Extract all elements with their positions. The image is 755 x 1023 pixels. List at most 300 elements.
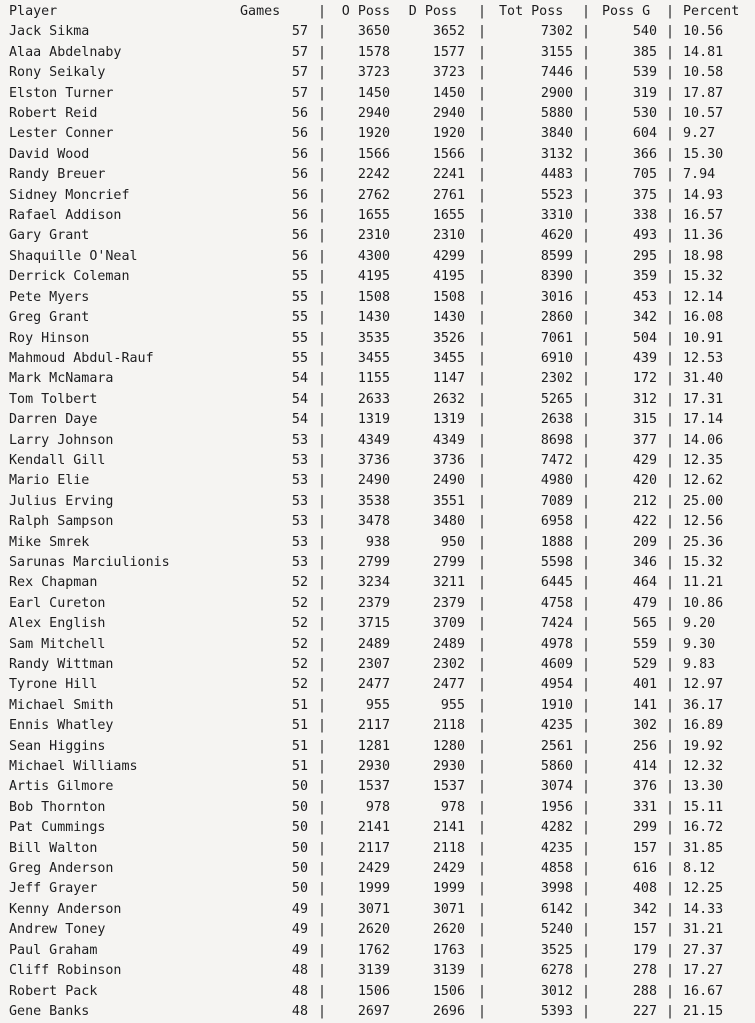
column-separator: |	[477, 391, 487, 407]
poss-g-cell: 342	[632, 901, 657, 917]
column-separator: |	[317, 779, 327, 795]
poss-g-cell: 604	[632, 126, 657, 142]
player-name-cell: Mario Elie	[9, 473, 90, 489]
poss-g-cell: 401	[632, 677, 657, 693]
games-cell: 56	[291, 146, 308, 162]
games-cell: 53	[291, 473, 308, 489]
column-separator: |	[317, 44, 327, 60]
column-separator: |	[317, 187, 327, 203]
column-separator: |	[581, 289, 591, 305]
tot-poss-cell: 6142	[540, 901, 573, 917]
column-separator: |	[581, 779, 591, 795]
column-separator: |	[317, 146, 327, 162]
o-poss-cell: 2117	[357, 718, 390, 734]
percent-cell: 21.15	[683, 1003, 724, 1019]
column-separator: |	[665, 452, 675, 468]
player-name-cell: Elston Turner	[9, 85, 114, 101]
d-poss-cell: 950	[440, 534, 465, 550]
column-separator: |	[665, 738, 675, 754]
column-separator: |	[581, 799, 591, 815]
percent-cell: 12.14	[683, 289, 724, 305]
tot-poss-cell: 8390	[540, 269, 573, 285]
percent-cell: 15.32	[683, 269, 724, 285]
poss-g-cell: 377	[632, 432, 657, 448]
column-separator: |	[477, 44, 487, 60]
percent-cell: 16.72	[683, 820, 724, 836]
tot-poss-cell: 4235	[540, 840, 573, 856]
column-separator: |	[665, 799, 675, 815]
games-cell: 49	[291, 922, 308, 938]
percent-cell: 13.30	[683, 779, 724, 795]
d-poss-cell: 2429	[432, 861, 465, 877]
table-row	[9, 777, 755, 797]
d-poss-cell: 3071	[432, 901, 465, 917]
column-separator: |	[665, 697, 675, 713]
column-separator: |	[581, 554, 591, 570]
column-separator: |	[665, 289, 675, 305]
table-row	[9, 594, 755, 614]
d-poss-cell: 2241	[432, 167, 465, 183]
percent-cell: 16.57	[683, 208, 724, 224]
player-name-cell: Robert Pack	[9, 983, 98, 999]
o-poss-cell: 1762	[357, 942, 390, 958]
player-name-cell: Darren Daye	[9, 412, 98, 428]
o-poss-cell: 3478	[357, 514, 390, 530]
column-separator: |	[665, 595, 675, 611]
percent-cell: 9.83	[683, 657, 716, 672]
tot-poss-cell: 3998	[540, 881, 573, 897]
tot-poss-cell: 2638	[540, 412, 573, 428]
poss-g-cell: 540	[632, 24, 657, 40]
column-separator: |	[477, 248, 487, 264]
column-separator: |	[477, 677, 487, 693]
poss-g-cell: 315	[632, 412, 657, 428]
column-separator: |	[581, 228, 591, 244]
d-poss-cell: 1147	[432, 371, 465, 387]
column-separator: |	[317, 85, 327, 101]
o-poss-cell: 938	[365, 534, 390, 550]
player-name-cell: Sean Higgins	[9, 738, 106, 754]
percent-cell: 27.37	[683, 942, 724, 958]
tot-poss-cell: 4609	[540, 657, 573, 672]
table-row	[9, 349, 755, 369]
tot-poss-cell: 2561	[540, 738, 573, 754]
d-poss-cell: 2761	[432, 187, 465, 203]
d-poss-cell: 3139	[432, 963, 465, 979]
games-cell: 53	[291, 534, 308, 550]
column-separator: |	[317, 575, 327, 591]
column-separator: |	[477, 1003, 487, 1019]
player-name-cell: Michael Smith	[9, 697, 114, 713]
column-separator: |	[581, 330, 591, 346]
percent-cell: 17.31	[683, 391, 724, 407]
table-row	[9, 247, 755, 267]
percent-cell: 18.98	[683, 248, 724, 264]
games-cell: 55	[291, 269, 308, 285]
d-poss-cell: 2632	[432, 391, 465, 407]
tot-poss-cell: 5240	[540, 922, 573, 938]
col-header-poss-g: Poss G	[602, 4, 651, 19]
percent-cell: 12.97	[683, 677, 724, 693]
o-poss-cell: 2762	[357, 187, 390, 203]
percent-cell: 12.32	[683, 759, 724, 775]
column-separator: |	[665, 473, 675, 489]
d-poss-cell: 2118	[432, 840, 465, 856]
player-name-cell: Randy Breuer	[9, 167, 106, 183]
poss-g-cell: 338	[632, 208, 657, 224]
table-row	[9, 798, 755, 818]
o-poss-cell: 1430	[357, 310, 390, 326]
column-separator: |	[477, 697, 487, 713]
column-separator: |	[477, 534, 487, 550]
table-row	[9, 267, 755, 287]
column-separator: |	[581, 942, 591, 958]
column-separator: |	[581, 820, 591, 836]
column-separator: |	[317, 208, 327, 224]
o-poss-cell: 1450	[357, 85, 390, 101]
d-poss-cell: 2118	[432, 718, 465, 734]
games-cell: 56	[291, 126, 308, 142]
column-separator: |	[477, 636, 487, 652]
d-poss-cell: 4195	[432, 269, 465, 285]
poss-g-cell: 375	[632, 187, 657, 203]
o-poss-cell: 4349	[357, 432, 390, 448]
column-separator: |	[665, 44, 675, 60]
poss-g-cell: 278	[632, 963, 657, 979]
player-name-cell: Greg Anderson	[9, 861, 114, 877]
percent-cell: 9.30	[683, 636, 716, 652]
column-separator: |	[665, 779, 675, 795]
d-poss-cell: 2310	[432, 228, 465, 244]
column-separator: |	[581, 493, 591, 509]
column-separator: |	[317, 963, 327, 979]
o-poss-cell: 1655	[357, 208, 390, 224]
poss-g-cell: 376	[632, 779, 657, 795]
player-name-cell: Julius Erving	[9, 493, 114, 509]
o-poss-cell: 3736	[357, 452, 390, 468]
column-separator: |	[581, 901, 591, 917]
column-separator: |	[477, 840, 487, 856]
column-separator: |	[477, 983, 487, 999]
column-separator: |	[665, 187, 675, 203]
player-name-cell: Rex Chapman	[9, 575, 98, 591]
table-row	[9, 839, 755, 859]
column-separator: |	[665, 330, 675, 346]
column-separator: |	[317, 4, 327, 19]
table-row	[9, 573, 755, 593]
column-separator: |	[317, 820, 327, 836]
player-name-cell: Andrew Toney	[9, 922, 106, 938]
column-separator: |	[581, 248, 591, 264]
column-separator: |	[665, 248, 675, 264]
tot-poss-cell: 3074	[540, 779, 573, 795]
table-row	[9, 737, 755, 757]
o-poss-cell: 2117	[357, 840, 390, 856]
column-separator: |	[317, 452, 327, 468]
table-row	[9, 308, 755, 328]
o-poss-cell: 2799	[357, 554, 390, 570]
tot-poss-cell: 3525	[540, 942, 573, 958]
column-separator: |	[665, 983, 675, 999]
poss-g-cell: 172	[632, 371, 657, 387]
percent-cell: 9.27	[683, 126, 716, 142]
tot-poss-cell: 7472	[540, 452, 573, 468]
player-name-cell: Sidney Moncrief	[9, 187, 130, 203]
d-poss-cell: 1566	[432, 146, 465, 162]
tot-poss-cell: 6445	[540, 575, 573, 591]
percent-cell: 17.14	[683, 412, 724, 428]
column-separator: |	[665, 106, 675, 122]
column-separator: |	[581, 167, 591, 183]
column-separator: |	[665, 269, 675, 285]
column-separator: |	[477, 4, 487, 19]
column-separator: |	[665, 4, 675, 19]
column-separator: |	[665, 861, 675, 877]
o-poss-cell: 2633	[357, 391, 390, 407]
column-separator: |	[477, 554, 487, 570]
percent-cell: 9.20	[683, 616, 716, 632]
column-separator: |	[477, 493, 487, 509]
tot-poss-cell: 3012	[540, 983, 573, 999]
d-poss-cell: 1430	[432, 310, 465, 326]
o-poss-cell: 1537	[357, 779, 390, 795]
column-separator: |	[581, 208, 591, 224]
poss-g-cell: 616	[632, 861, 657, 877]
percent-cell: 31.85	[683, 840, 724, 856]
column-separator: |	[581, 473, 591, 489]
poss-g-cell: 312	[632, 391, 657, 407]
column-separator: |	[581, 922, 591, 938]
table-row	[9, 165, 755, 185]
column-separator: |	[477, 208, 487, 224]
column-separator: |	[477, 371, 487, 387]
percent-cell: 16.08	[683, 310, 724, 326]
d-poss-cell: 2490	[432, 473, 465, 489]
poss-g-cell: 157	[632, 922, 657, 938]
poss-g-cell: 227	[632, 1003, 657, 1019]
poss-g-cell: 331	[632, 799, 657, 815]
column-separator: |	[477, 452, 487, 468]
table-row	[9, 900, 755, 920]
column-separator: |	[477, 350, 487, 366]
column-separator: |	[477, 126, 487, 142]
column-separator: |	[665, 85, 675, 101]
column-separator: |	[317, 391, 327, 407]
column-separator: |	[665, 718, 675, 734]
games-cell: 50	[291, 799, 308, 815]
table-row	[9, 206, 755, 226]
o-poss-cell: 2620	[357, 922, 390, 938]
column-separator: |	[665, 228, 675, 244]
o-poss-cell: 2242	[357, 167, 390, 183]
games-cell: 56	[291, 208, 308, 224]
column-separator: |	[477, 310, 487, 326]
d-poss-cell: 4299	[432, 248, 465, 264]
table-row	[9, 288, 755, 308]
games-cell: 48	[291, 983, 308, 999]
d-poss-cell: 2141	[432, 820, 465, 836]
games-cell: 49	[291, 942, 308, 958]
column-separator: |	[581, 636, 591, 652]
percent-cell: 10.57	[683, 106, 724, 122]
percent-cell: 10.91	[683, 330, 724, 346]
table-row	[9, 920, 755, 940]
column-separator: |	[317, 412, 327, 428]
player-name-cell: Gary Grant	[9, 228, 90, 244]
column-separator: |	[317, 759, 327, 775]
column-separator: |	[581, 616, 591, 632]
column-separator: |	[477, 616, 487, 632]
column-separator: |	[581, 759, 591, 775]
column-separator: |	[477, 187, 487, 203]
column-separator: |	[477, 289, 487, 305]
player-name-cell: Kendall Gill	[9, 452, 106, 468]
player-name-cell: Greg Grant	[9, 310, 90, 326]
d-poss-cell: 3480	[432, 514, 465, 530]
percent-cell: 11.21	[683, 575, 724, 591]
column-separator: |	[477, 718, 487, 734]
table-row	[9, 941, 755, 961]
games-cell: 51	[291, 718, 308, 734]
column-separator: |	[317, 636, 327, 652]
column-separator: |	[317, 167, 327, 183]
column-separator: |	[477, 330, 487, 346]
column-separator: |	[317, 922, 327, 938]
table-row	[9, 553, 755, 573]
table-row	[9, 635, 755, 655]
column-separator: |	[477, 575, 487, 591]
games-cell: 50	[291, 840, 308, 856]
o-poss-cell: 2429	[357, 861, 390, 877]
percent-cell: 19.92	[683, 738, 724, 754]
player-name-cell: Cliff Robinson	[9, 963, 122, 979]
poss-g-cell: 705	[632, 167, 657, 183]
tot-poss-cell: 4858	[540, 861, 573, 877]
player-name-cell: Gene Banks	[9, 1003, 90, 1019]
column-separator: |	[477, 85, 487, 101]
table-row	[9, 43, 755, 63]
games-cell: 50	[291, 881, 308, 897]
player-name-cell: Alaa Abdelnaby	[9, 44, 122, 60]
table-row	[9, 329, 755, 349]
games-cell: 57	[291, 65, 308, 81]
games-cell: 57	[291, 44, 308, 60]
o-poss-cell: 2477	[357, 677, 390, 693]
column-separator: |	[477, 901, 487, 917]
player-name-cell: Randy Wittman	[9, 657, 114, 672]
poss-g-cell: 479	[632, 595, 657, 611]
column-separator: |	[581, 146, 591, 162]
player-name-cell: Artis Gilmore	[9, 779, 114, 795]
percent-cell: 15.32	[683, 554, 724, 570]
percent-cell: 7.94	[683, 167, 716, 183]
percent-cell: 12.35	[683, 452, 724, 468]
games-cell: 57	[291, 24, 308, 40]
d-poss-cell: 3211	[432, 575, 465, 591]
column-separator: |	[665, 65, 675, 81]
column-separator: |	[665, 514, 675, 530]
column-separator: |	[581, 44, 591, 60]
poss-g-cell: 256	[632, 738, 657, 754]
column-separator: |	[477, 514, 487, 530]
player-name-cell: Michael Williams	[9, 759, 138, 775]
col-header-tot-poss: Tot Poss	[499, 4, 564, 19]
column-separator: |	[477, 779, 487, 795]
games-cell: 53	[291, 514, 308, 530]
player-name-cell: Rony Seikaly	[9, 65, 106, 81]
games-cell: 48	[291, 1003, 308, 1019]
o-poss-cell: 3071	[357, 901, 390, 917]
column-separator: |	[581, 657, 591, 672]
games-cell: 56	[291, 187, 308, 203]
d-poss-cell: 4349	[432, 432, 465, 448]
percent-cell: 12.62	[683, 473, 724, 489]
d-poss-cell: 3736	[432, 452, 465, 468]
d-poss-cell: 1999	[432, 881, 465, 897]
player-name-cell: Mike Smrek	[9, 534, 90, 550]
d-poss-cell: 2477	[432, 677, 465, 693]
table-row	[9, 696, 755, 716]
d-poss-cell: 3709	[432, 616, 465, 632]
percent-cell: 31.40	[683, 371, 724, 387]
o-poss-cell: 3538	[357, 493, 390, 509]
o-poss-cell: 2141	[357, 820, 390, 836]
d-poss-cell: 2799	[432, 554, 465, 570]
tot-poss-cell: 4620	[540, 228, 573, 244]
poss-g-cell: 429	[632, 452, 657, 468]
column-separator: |	[581, 983, 591, 999]
column-separator: |	[665, 840, 675, 856]
column-separator: |	[477, 799, 487, 815]
o-poss-cell: 1281	[357, 738, 390, 754]
d-poss-cell: 978	[440, 799, 465, 815]
poss-g-cell: 141	[632, 697, 657, 713]
table-header	[9, 2, 755, 22]
column-separator: |	[317, 473, 327, 489]
poss-g-cell: 288	[632, 983, 657, 999]
column-separator: |	[665, 126, 675, 142]
table-row	[9, 369, 755, 389]
tot-poss-cell: 3310	[540, 208, 573, 224]
table-row	[9, 390, 755, 410]
games-cell: 48	[291, 963, 308, 979]
column-separator: |	[665, 391, 675, 407]
poss-g-cell: 464	[632, 575, 657, 591]
column-separator: |	[581, 1003, 591, 1019]
poss-g-cell: 157	[632, 840, 657, 856]
column-separator: |	[317, 493, 327, 509]
table-row	[9, 859, 755, 879]
poss-g-cell: 295	[632, 248, 657, 264]
table-row	[9, 410, 755, 430]
d-poss-cell: 2489	[432, 636, 465, 652]
column-separator: |	[665, 942, 675, 958]
column-separator: |	[477, 657, 487, 672]
poss-g-cell: 179	[632, 942, 657, 958]
player-name-cell: Alex English	[9, 616, 106, 632]
table-body	[9, 22, 755, 1022]
table-row	[9, 1002, 755, 1022]
column-separator: |	[317, 901, 327, 917]
column-separator: |	[581, 65, 591, 81]
column-separator: |	[317, 106, 327, 122]
column-separator: |	[317, 657, 327, 672]
o-poss-cell: 2490	[357, 473, 390, 489]
column-separator: |	[317, 514, 327, 530]
games-cell: 52	[291, 677, 308, 693]
player-name-cell: David Wood	[9, 146, 90, 162]
player-name-cell: Sam Mitchell	[9, 636, 106, 652]
